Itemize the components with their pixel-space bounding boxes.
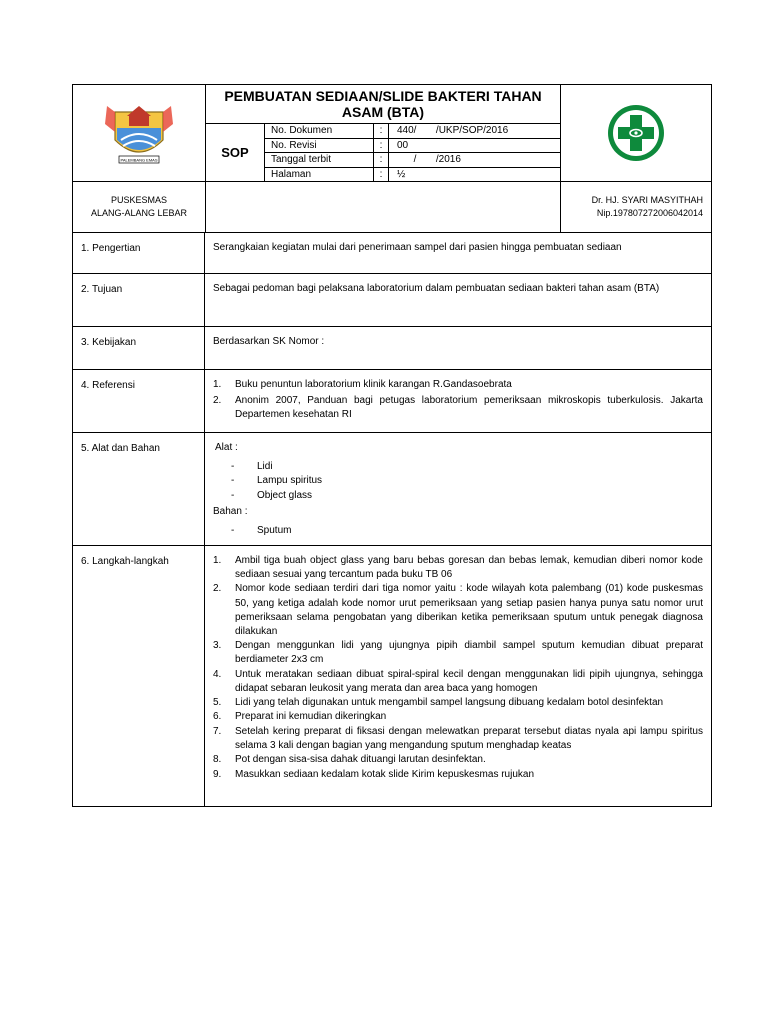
sop-document	[72, 84, 712, 807]
list-item: 2. Nomor kode sediaan terdiri dari tiga nomor yaitu : kode wilayah kota palembang (01) kode puskesmas 50, yang ketiga adalah kode nomor urut pemeriksaan yang setiap pasien hanya punya satu nomor urut pemeriksaan selama pengobatan yang diberikan ketika pemeriksaan sputum untuk penegak diagnosa dilakukan	[213, 583, 703, 637]
list-item: - Lampu spiritus	[231, 475, 323, 486]
list-item: 2. Anonim 2007, Panduan bagi petugas laboratorium pemeriksaan mikroskopis tuberkulosis. Jakarta Departemen kesehatan RI	[213, 394, 703, 420]
list-item: 7. Setelah kering preparat di fiksasi dengan melewatkan preparat tersebut diatas nyala api lampu spiritus selama 3 kali dengan bagian yang mengandung sputum menghadap keatas	[213, 725, 703, 752]
section-langkah: 6. Langkah-langkah 1. Ambil tiga buah object glass yang baru bebas goresan dan bebas lemak, kemudian diberi nomor kode sediaan sesuai yang tercantum pada buku TB 06 2. Nomor kode sediaan terdiri dari tiga nomor yaitu : kode wilayah kota palembang (01) kode puskesmas 50, yang ketiga adalah kode nomor urut pemeriksaan yang setiap pasien hanya punya satu nomor urut pemeriksaan selama pengobatan yang diberikan ketika pemeriksaan sputum untuk penegak diagnosa dilakukan 3. Dengan menggunkan lidi yang ujungnya pipih diambil sampel sputum kemudian dibuat preparat berdiameter 2x3 cm 4. Untuk meratakan sediaan dibuat spiral-spiral kecil dengan menggunakan lidi pipih ujungnya, sehingga didapat sebaran leukosit yang merata dan area baca yang homogen 5. Lidi yang telah digunakan untuk mengambil sampel langsung dibuang kedalam botol desinfektan 6. Preparat ini kemudian dikeringkan 7. Setelah kering preparat di fiksasi dengan melewatkan preparat tersebut diatas nyala api lampu spiritus selama 3 kali dengan bagian yang mengandung sputum menghadap keatas 8. Pot dengan sisa-sisa dahak dituangi larutan desinfektan. 9. Masukkan sediaan kedalam kotak slide Kirim kepuskesmas rujukan	[73, 546, 711, 806]
section-tujuan: 2. Tujuan Sebagai pedoman bagi pelaksana laboratorium dalam pembuatan sediaan bakteri tahan asam (BTA)	[73, 274, 711, 327]
section-kebijakan: 3. Kebijakan Berdasarkan SK Nomor :	[73, 327, 711, 370]
header-info-container	[206, 85, 561, 181]
logo-left-container	[73, 85, 206, 181]
list-item: - Object glass	[231, 489, 313, 501]
puskesmas-info: PUSKESMAS ALANG-ALANG LEBAR	[73, 182, 206, 232]
section-alat-bahan: 5. Alat dan Bahan Alat : - Lidi - Lampu spiritus - Object glass Bahan : - Sputum	[73, 433, 711, 546]
list-item: - Sputum	[231, 524, 292, 536]
sub-header-section	[73, 182, 711, 233]
list-item: 9. Masukkan sediaan kedalam kotak slide Kirim kepuskesmas rujukan	[213, 768, 535, 780]
city-emblem-icon	[101, 98, 177, 168]
details-table	[265, 124, 560, 181]
section-referensi: 4. Referensi 1. Buku penuntun laboratorium klinik karangan R.Gandasoebrata 2. Anonim 2007, Panduan bagi petugas laboratorium pemeriksaan mikroskopis tuberkulosis. Jakarta Departemen kesehatan RI	[73, 370, 711, 433]
sop-details-container	[206, 124, 560, 181]
detail-row-document: No. Dokumen : 440/ /UKP/SOP/2016	[265, 124, 560, 139]
list-item: 4. Untuk meratakan sediaan dibuat spiral-spiral kecil dengan menggunakan lidi pipih ujungnya, sehingga didapat sebaran leukosit yang merata dan area baca yang homogen	[213, 668, 703, 694]
sop-label: SOP	[206, 124, 265, 181]
detail-row-date: Tanggal terbit : / /2016	[265, 153, 560, 168]
list-item: 3. Dengan menggunkan lidi yang ujungnya pipih diambil sampel sputum kemudian dibuat preparat berdiameter 2x3 cm	[213, 640, 703, 666]
detail-row-page: Halaman : ½	[265, 168, 560, 182]
doctor-info: Dr. HJ. SYARI MASYITHAH Nip.197807272006042014	[591, 195, 703, 218]
svg-text:PALEMBANG EMAS: PALEMBANG EMAS	[120, 157, 158, 163]
list-item: 6. Preparat ini kemudian dikeringkan	[213, 711, 387, 723]
list-item: 1. Ambil tiga buah object glass yang baru bebas goresan dan bebas lemak, kemudian diberi nomor kode sediaan sesuai yang tercantum pada buku TB 06	[213, 555, 703, 581]
list-item: 1. Buku penuntun laboratorium klinik karangan R.Gandasoebrata	[213, 379, 512, 390]
header-section	[73, 85, 711, 182]
document-title: PEMBUATAN SEDIAAN/SLIDE BAKTERI TAHAN ASAM (BTA)	[206, 85, 560, 124]
list-item: 5. Lidi yang telah digunakan untuk mengambil sampel langsung dibuang kedalam botol desinfektan	[213, 696, 664, 708]
section-pengertian: 1. Pengertian Serangkaian kegiatan mulai dari penerimaan sampel dari pasien hingga pembuatan sediaan	[73, 233, 711, 274]
list-item: - Lidi	[231, 460, 273, 472]
puskesmas-logo-icon	[594, 98, 678, 168]
detail-row-revision: No. Revisi : 00	[265, 139, 560, 154]
list-item: 8. Pot dengan sisa-sisa dahak dituangi larutan desinfektan.	[213, 754, 486, 766]
logo-right-container	[561, 85, 711, 181]
